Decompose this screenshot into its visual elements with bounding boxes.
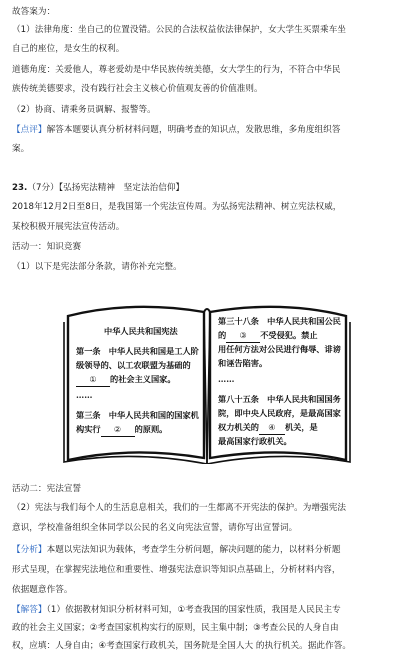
article-85-line-1: 第八十五条 中华人民共和国国务 xyxy=(218,394,341,404)
question-number: 23. xyxy=(12,183,28,193)
article-1-line-3 xyxy=(76,372,176,387)
article-3-line-2 xyxy=(76,422,167,437)
article-38-line-2-after: 不受侵犯。禁止 xyxy=(260,330,318,340)
question-intro-2: 某校积极开展宪法宣传活动。 xyxy=(12,222,125,232)
article-85-line-4: 最高国家行政机关。 xyxy=(218,436,292,446)
solution-label: 【解答】 xyxy=(12,605,47,615)
article-85-line-3-after: 机关，是 xyxy=(284,422,318,432)
blank-4: ④ xyxy=(259,420,285,435)
right-ellipsis: …… xyxy=(218,374,235,384)
constitution-title: 中华人民共和国宪法 xyxy=(104,326,178,336)
blank-1: ① xyxy=(76,372,110,387)
article-1-line-2: 级领导的、以工农联盟为基础的 xyxy=(76,360,191,370)
analysis-line-1 xyxy=(12,544,405,556)
sub-question-2-line-2: 意识，学校准备组织全体同学以公民的名义向宪法宣誓，请你写出宣誓词。 xyxy=(12,523,298,533)
article-85-line-3 xyxy=(218,420,318,435)
activity-2-title: 活动二：宪法宣誓 xyxy=(12,484,82,494)
analysis-line-2: 形式呈现，在掌握宪法地位和重要性、增强宪法意识等知识点基础上，分析材料内容， xyxy=(12,565,341,575)
left-ellipsis: …… xyxy=(76,390,93,400)
article-85-line-3-before: 权力机关的 xyxy=(218,422,259,432)
article-38-line-3: 用任何方法对公民进行侮辱、诽谤 xyxy=(218,344,341,354)
activity-1-title: 活动一：知识竞赛 xyxy=(12,242,82,252)
sub-question-1: （1）以下是宪法部分条款，请你补充完整。 xyxy=(12,262,182,272)
article-38-line-2-before: 的 xyxy=(218,330,227,340)
comment-line-2: 案。 xyxy=(12,144,30,154)
article-3-line-2-after: 的原则。 xyxy=(134,424,168,434)
article-3-line-2-before: 构实行 xyxy=(76,424,101,434)
question-header xyxy=(12,182,405,194)
answer-moral-line-1: 道德角度：关爱他人，尊老爱幼是中华民族传统美德，女大学生的行为，不符合中华民 xyxy=(12,65,341,75)
solution-line-3: 权，应填：人身自由；④考查国家行政机关，国务院是全国人大 的执行机关。据此作答。 xyxy=(12,641,351,651)
solution-line-1 xyxy=(12,604,405,616)
blank-3: ③ xyxy=(226,328,260,343)
analysis-line-3: 依据题意作答。 xyxy=(12,585,73,595)
question-intro-1: 2018年12月2日至8日，是我国第一个宪法宣传周。为弘扬宪法精神、树立宪法权威， xyxy=(12,202,342,212)
answer-legal-line-1: （1）法律角度：坐自己的位置没错。公民的合法权益依法律保护，女大学生买票乘车坐 xyxy=(12,25,346,35)
answer-intro: 故答案为： xyxy=(12,7,56,17)
answer-part-2: （2）协商、请乘务员调解、报警等。 xyxy=(12,105,156,115)
comment-line-1 xyxy=(12,124,405,136)
constitution-book-illustration xyxy=(62,298,352,464)
comment-label: 【点评】 xyxy=(12,125,47,135)
article-1-line-3-text: 的社会主义国家。 xyxy=(110,374,176,384)
solution-text-1: （1）依据教材知识分析材料可知，①考查我国的国家性质，我国是人民民主专 xyxy=(46,605,341,615)
blank-2: ② xyxy=(101,422,135,437)
article-3-line-1: 第三条 中华人民共和国的国家机 xyxy=(76,410,199,420)
article-38-line-1: 第三十八条 中华人民共和国公民 xyxy=(218,316,341,326)
sub-question-2-line-1: （2）宪法与我们每个人的生活息息相关，我们的一生都离不开宪法的保护。为增强宪法 xyxy=(12,503,346,513)
comment-text: 解答本题要认真分析材料问题，明确考查的知识点，发散思维，多角度组织答 xyxy=(46,125,341,135)
answer-moral-line-2: 族传统美德要求，没有践行社会主义核心价值观友善的价值准则。 xyxy=(12,84,263,94)
question-title: （7分）【弘扬宪法精神 坚定法治信仰】 xyxy=(27,183,185,193)
article-1-line-1: 第一条 中华人民共和国是工人阶 xyxy=(76,346,199,356)
analysis-label: 【分析】 xyxy=(12,545,47,555)
solution-line-2: 政的社会主义国家；②考查国家机构实行的原则，民主集中制；③考查公民的人身自由 xyxy=(12,623,339,633)
analysis-text-1: 本题以宪法知识为载体，考查学生分析问题，解决问题的能力，以材料分析题 xyxy=(46,545,341,555)
article-38-line-4: 和诬告陷害。 xyxy=(218,358,268,368)
answer-legal-line-2: 自己的座位，是女生的权利。 xyxy=(12,44,125,54)
article-38-line-2 xyxy=(218,328,318,343)
article-85-line-2: 院，即中央人民政府，是最高国家 xyxy=(218,408,341,418)
